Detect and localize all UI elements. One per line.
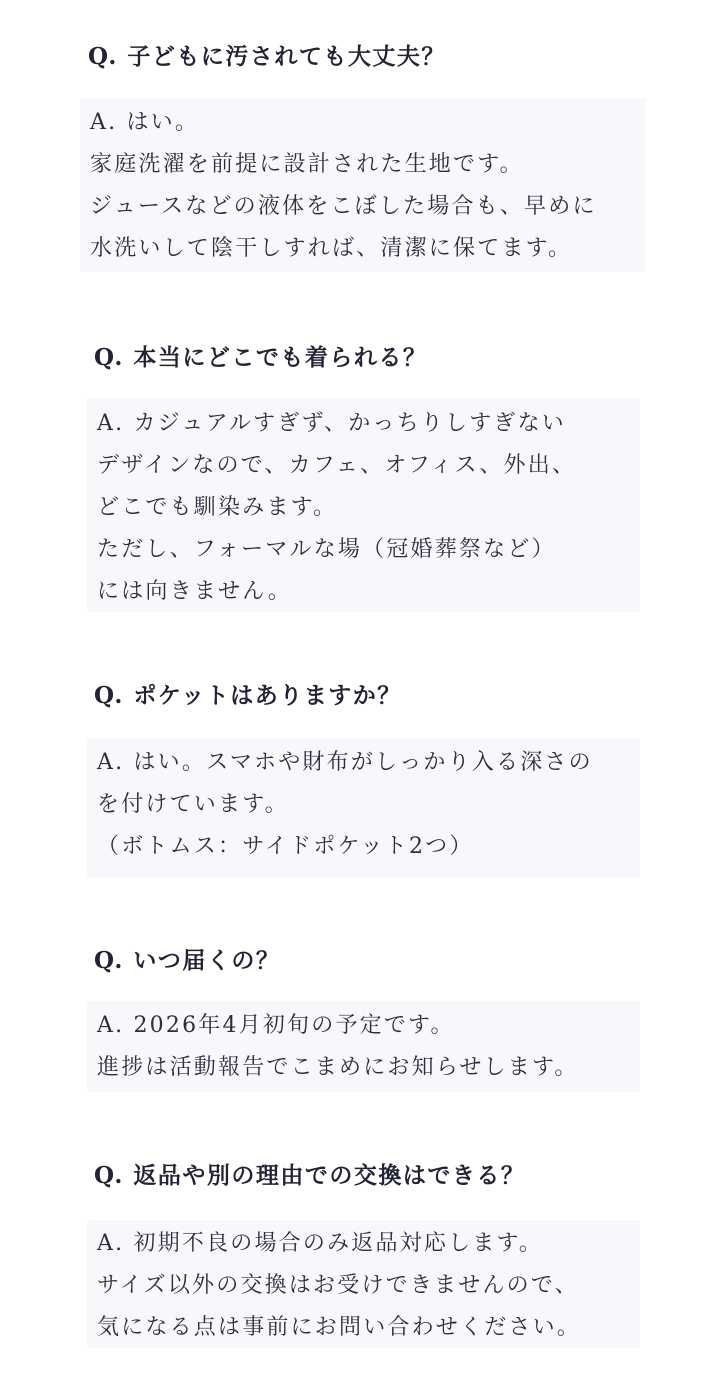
answer-line: （ボトムス：サイドポケット2つ） (97, 834, 474, 859)
faq-question: Q. いつ届くの？ (94, 947, 281, 974)
answer-line: A. はい。 (90, 110, 200, 135)
faq-question: Q. ポケットはありますか？ (94, 682, 402, 709)
answer-line: A. はい。スマホや財布がしっかり入る深さの (97, 750, 593, 775)
answer-line: 水洗いして陰干しすれば、清潔に保てます。 (90, 236, 573, 261)
faq-question: Q. 返品や別の理由での交換はできる？ (94, 1162, 526, 1189)
faq-answer (87, 1220, 640, 1348)
answer-line: ジュースなどの液体をこぼした場合も、早めに (90, 194, 597, 219)
answer-line: を付けています。 (97, 792, 289, 817)
answer-line: サイズ以外の交換はお受けできませんので、 (97, 1273, 579, 1298)
answer-line: どこでも馴染みます。 (97, 495, 338, 520)
faq-answer (87, 398, 640, 612)
answer-line: デザインなので、カフェ、オフィス、外出、 (97, 453, 577, 478)
answer-line: A. 2026年4月初旬の予定です。 (97, 1013, 455, 1038)
faq-question: Q. 本当にどこでも着られる？ (94, 344, 428, 371)
faq-answer (87, 738, 640, 877)
answer-line: 進捗は活動報告でこまめにお知らせします。 (97, 1055, 579, 1080)
answer-line: には向きません。 (97, 579, 292, 604)
answer-line: A. 初期不良の場合のみ返品対応します。 (97, 1231, 544, 1256)
faq-answer (87, 1001, 640, 1092)
faq-answer (80, 98, 646, 272)
answer-line: 家庭洗濯を前提に設計された生地です。 (90, 152, 524, 177)
answer-line: ただし、フォーマルな場（冠婚葬祭など） (97, 537, 556, 562)
answer-line: A. カジュアルすぎず、かっちりしすぎない (97, 411, 566, 436)
answer-line: 気になる点は事前にお問い合わせください。 (97, 1315, 582, 1340)
faq-question: Q. 子どもに汚されても大丈夫？ (88, 43, 446, 70)
